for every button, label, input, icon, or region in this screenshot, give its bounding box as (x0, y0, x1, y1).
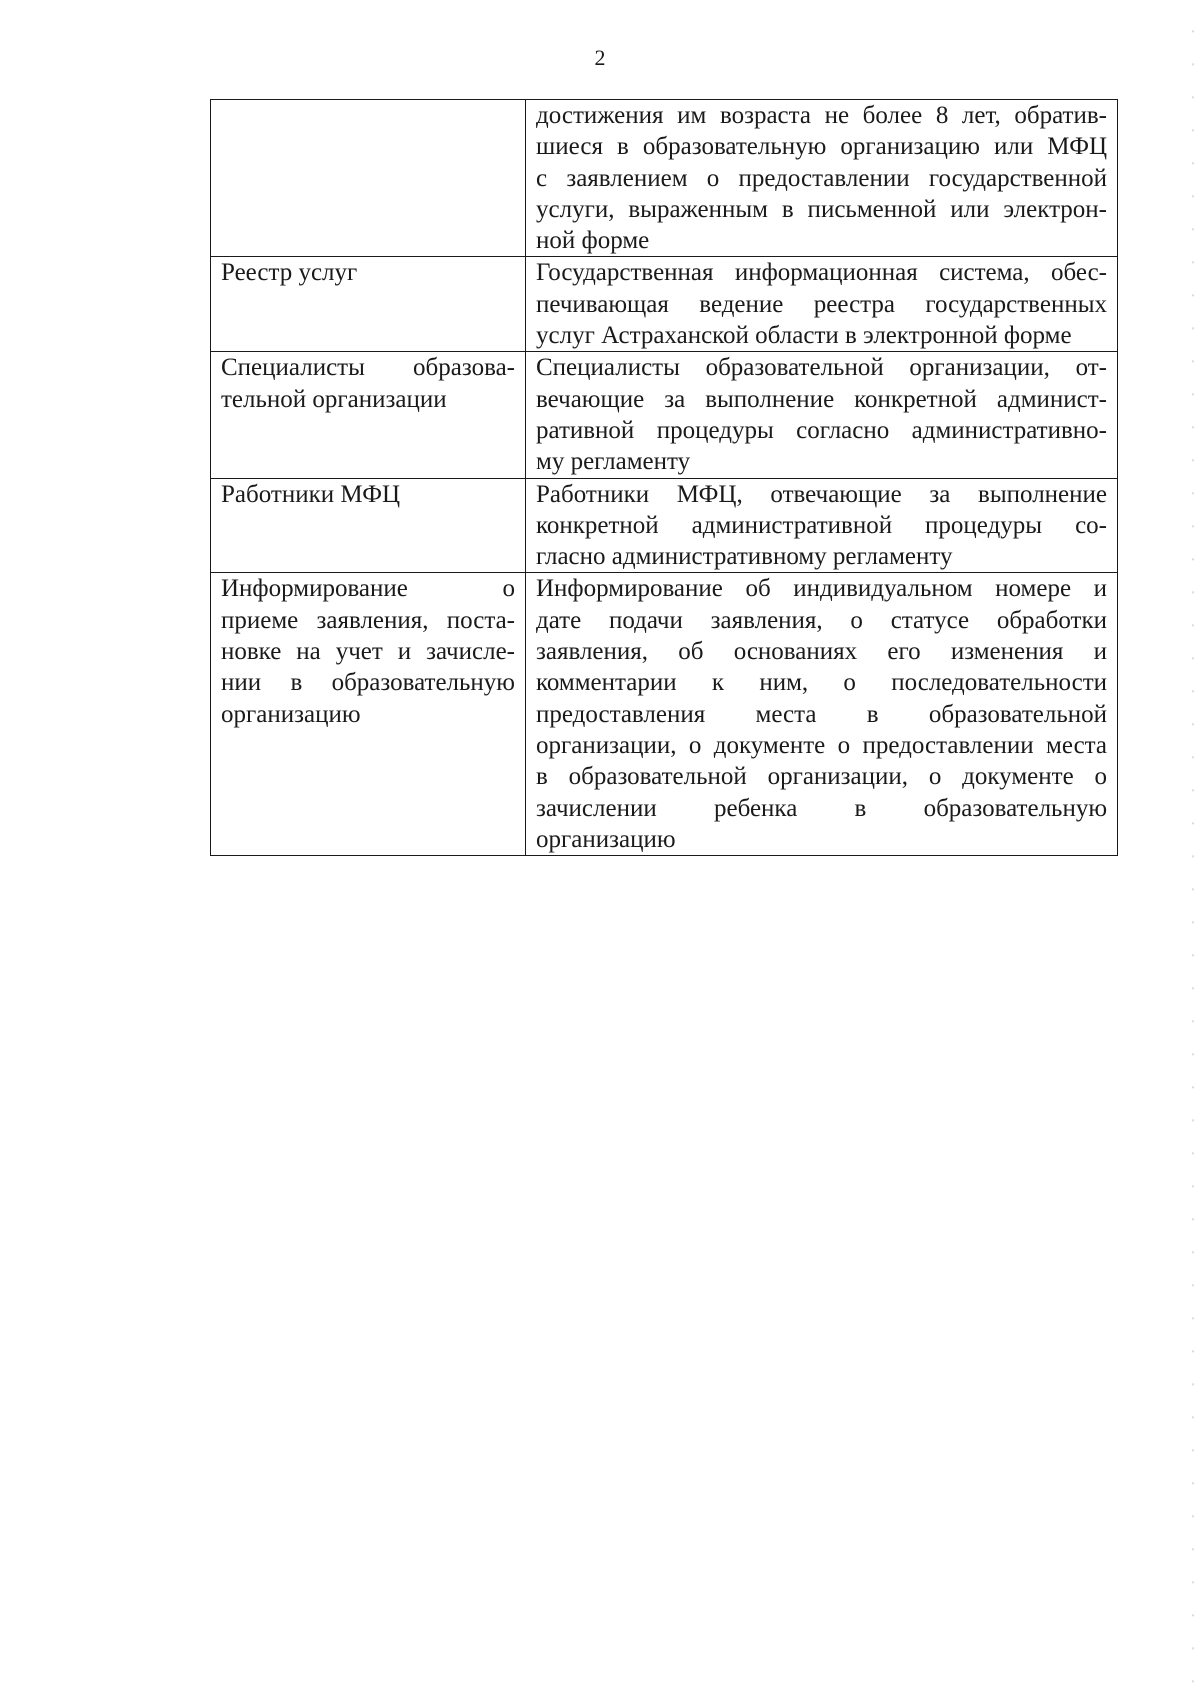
table-row (211, 573, 1118, 856)
term-cell (211, 100, 526, 257)
scan-edge-artifact (1192, 0, 1194, 1696)
term-text-line: Информирование о (221, 575, 515, 603)
term-text-line: новке на учет и зачисле- (221, 638, 515, 666)
table-row (211, 352, 1118, 478)
definition-text-line: вечающие за выполнение конкретной админист- (536, 385, 1107, 413)
table-row (211, 100, 1118, 257)
definition-text-line: достижения им возраста не более 8 лет, обратив- (536, 102, 1107, 129)
definition-text-line: с заявлением о предоставлении государственной (536, 164, 1107, 192)
definition-cell (526, 257, 1118, 352)
definition-text-line: гласно административному регламенту (536, 543, 953, 571)
definition-text-line: Специалисты образовательной организации, от- (536, 354, 1107, 382)
definition-text-line: конкретной административной процедуры со- (536, 511, 1107, 539)
term-cell (211, 352, 526, 478)
term-cell (211, 478, 526, 573)
definition-text-line: ративной процедуры согласно административно- (536, 416, 1107, 444)
table-row (211, 257, 1118, 352)
table-body (211, 100, 1118, 856)
term-text-line: тельной организации (221, 385, 447, 413)
term-text-line: Работники МФЦ (221, 480, 401, 508)
definition-cell (526, 352, 1118, 478)
definition-text-line: Государственная информационная система, обес- (536, 259, 1107, 287)
definition-text-line: услуги, выраженным в письменной или электрон- (536, 195, 1107, 223)
term-text-line: нии в образовательную (221, 669, 515, 697)
definition-text-line: организацию (536, 825, 676, 853)
definition-text-line: Работники МФЦ, отвечающие за выполнение (536, 480, 1107, 508)
definition-text-line: заявления, об основаниях его изменения и (536, 638, 1107, 666)
definition-cell (526, 573, 1118, 856)
definition-text-line: му регламенту (536, 448, 691, 476)
term-text-line: Реестр услуг (221, 259, 358, 287)
definition-text-line: зачислении ребенка в образовательную (536, 794, 1107, 822)
term-cell (211, 257, 526, 352)
page-number: 2 (594, 45, 606, 70)
definition-text-line: Информирование об индивидуальном номере и (536, 575, 1107, 603)
definition-cell (526, 478, 1118, 573)
term-text-line: Специалисты образова- (221, 354, 515, 382)
definition-text-line: дате подачи заявления, о статусе обработки (536, 606, 1107, 634)
definition-cell (526, 100, 1118, 257)
definition-text-line: в образовательной организации, о документе о (536, 763, 1107, 791)
term-text-line: приеме заявления, поста- (221, 606, 515, 634)
definition-text-line: организации, о документе о предоставлении места (536, 731, 1107, 759)
definition-text-line: услуг Астраханской области в электронной форме (536, 322, 1072, 350)
definition-text-line: шиеся в образовательную организацию или МФЦ (536, 133, 1107, 161)
definition-text-line: ной форме (536, 227, 650, 255)
definition-text-line: печивающая ведение реестра государственных (536, 290, 1107, 318)
definition-text-line: предоставления места в образовательной (536, 700, 1107, 728)
term-cell (211, 573, 526, 856)
terms-table (210, 99, 1118, 856)
term-text-line: организацию (221, 700, 361, 728)
table-row (211, 478, 1118, 573)
definition-text-line: комментарии к ним, о последовательности (536, 669, 1107, 697)
